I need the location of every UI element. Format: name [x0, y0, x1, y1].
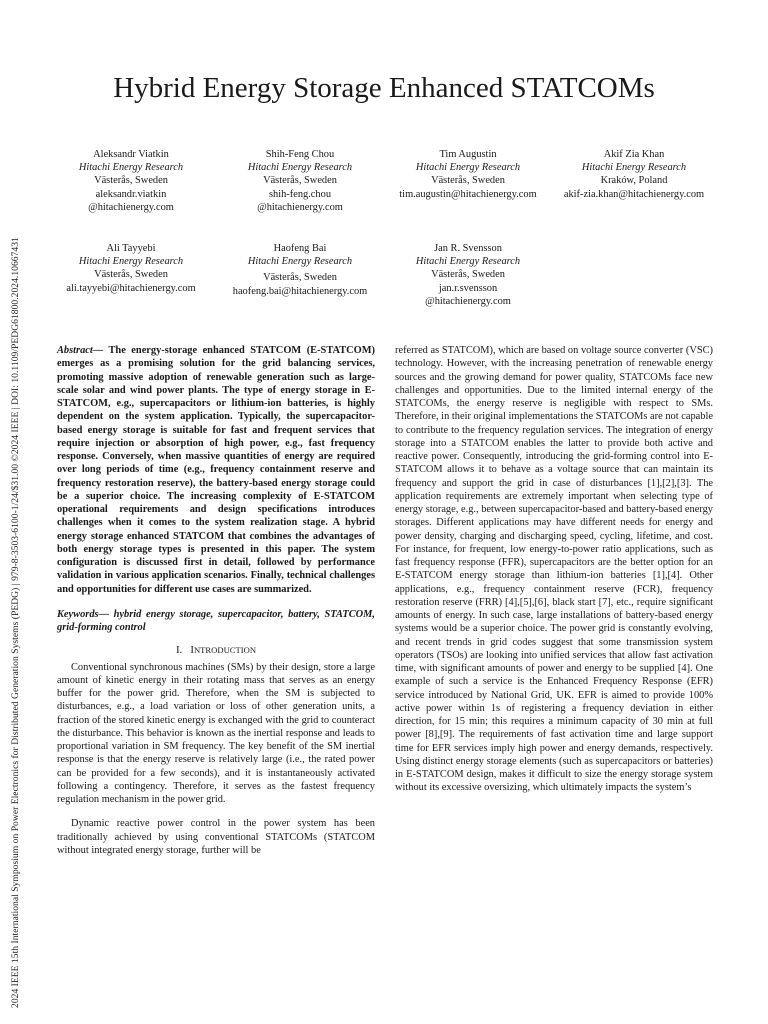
author-email: aleksandr.viatkin	[95, 188, 167, 200]
author-block	[378, 148, 558, 201]
author-location: Västerås, Sweden	[94, 269, 168, 281]
keywords-label: Keywords—	[57, 608, 109, 620]
author-location: Västerås, Sweden	[431, 269, 505, 281]
author-affiliation: Hitachi Energy Research	[247, 162, 353, 174]
author-location: Västerås, Sweden	[263, 272, 337, 284]
author-location: Västerås, Sweden	[94, 175, 168, 187]
author-name: Shih-Feng Chou	[265, 149, 335, 160]
author-affiliation: Hitachi Energy Research	[78, 162, 184, 174]
author-email: akif-zia.khan@hitachienergy.com	[563, 188, 705, 200]
author-affiliation: Hitachi Energy Research	[415, 256, 521, 268]
section-number: I.	[175, 644, 183, 657]
author-block	[378, 242, 558, 308]
author-affiliation: Hitachi Energy Research	[581, 162, 687, 174]
publication-info-sidebar: 2024 IEEE 15th International Symposium on Power Electronics for Distributed Generation Systems (PEDG) | 979-8-3503-6100-1/24/$31.00 ©2024 IEEE | DOI: 10.1109/PEDG61800.2024.10667431	[10, 237, 21, 1008]
author-email: @hitachienergy.com	[88, 201, 174, 213]
abstract	[57, 344, 375, 596]
author-affiliation: Hitachi Energy Research	[78, 256, 184, 268]
section-heading-introduction	[57, 644, 375, 657]
abstract-text: The energy-storage enhanced STATCOM (E-STATCOM) emerges as a promising solution for the grid balancing services, promoting massive adoption of renewable generation such as large-scale solar and wind power plants. The type of energy storage in E-STATCOM, e.g., supercapacitors or lithium-ion batteries, is highly dependent on the system application. Typically, the supercapacitor-based energy storage is suitable for fast and frequent services that require injection or absorption of high power, e.g., fast frequency response. Conversely, when massive quantities of energy are required over long periods of time (e.g., frequency containment reserve and frequency restoration reserve), the battery-based energy storage could be a superior choice. The increasing complexity of E-STATCOM operational requirements and design specifications introduces challenges when it comes to the system realization stage. A hybrid energy storage enhanced STATCOM that combines the advantages of both energy storage types is presented in this paper. The system configuration is discussed first in detail, followed by performance validation in various application scenarios. Finally, technical challenges and opportunities for different use cases are summarized.	[57, 345, 375, 595]
author-block	[544, 148, 724, 201]
author-location: Västerås, Sweden	[263, 175, 337, 187]
intro-paragraph: Conventional synchronous machines (SMs) by their design, store a large amount of kinetic energy in their rotating mass that serves as an energy buffer for the power grid. Therefore, when the SM is subjected to disturbances, e.g., a load variation or loss of other generation units, a fraction of the stored kinetic energy is exchanged with the grid to counteract the disturbance. This behavior is known as the inertial response and leads to proportional variation in SM frequency. The key benefit of the SM inertial response is that the energy reserve is relatively large (i.e., the rated power can be provided for a few seconds), and it is instantaneously activated following a contingency. Therefore, it serves as the fastest frequency regulation mechanism in the power grid.	[57, 661, 375, 805]
section-title-initial: I	[190, 644, 194, 657]
author-email: jan.r.svensson	[438, 282, 498, 294]
author-affiliation: Hitachi Energy Research	[415, 162, 521, 174]
author-block	[41, 242, 221, 295]
author-name: Tim Augustin	[439, 149, 497, 160]
author-block	[41, 148, 221, 214]
author-location: Västerås, Sweden	[431, 175, 505, 187]
keywords-text: hybrid energy storage, supercapacitor, battery, STATCOM, grid-forming control	[57, 608, 375, 633]
author-email: @hitachienergy.com	[425, 295, 511, 307]
author-name: Haofeng Bai	[273, 243, 327, 254]
intro-paragraph: Dynamic reactive power control in the power system has been traditionally achieved by using conventional STATCOMs (STATCOM without integrated energy storage, further will be	[57, 818, 375, 856]
right-column	[395, 344, 713, 795]
abstract-label: Abstract—	[57, 345, 104, 356]
author-email: haofeng.bai@hitachienergy.com	[232, 285, 368, 297]
body-paragraph: referred as STATCOM), which are based on voltage source converter (VSC) technology. However, with the increasing penetration of renewable energy sources and the growing demand for power quality, STATCOMs face new challenges and opportunities. Due to the limited internal energy of the STATCOMs, the energy reserve is negligible with respect to SMs. Therefore, in their original implementations the STATCOMs are not capable to contribute to the frequency regulation services. The integration of energy storage into a STATCOM enables the latter to provide both active and reactive power. Consequently, introducing the grid-forming control into E-STATCOM allows it to behave as a voltage source that can maintain its frequency and support the grid in case of disturbances [1],[2],[3]. The application requirements are extremely important when selecting type of energy storage, e.g., between supercapacitor-based and battery-based energy storages. Different applications may have different needs for energy and power density, charging and discharging speed, cycling, lifetime, and cost. For instance, for frequent, low energy-to-power ratio applications, such as fast frequency response (FFR), supercapacitors are the better option for an E-STATCOM energy storage than lithium-ion batteries [1],[4]. Other applications, e.g., frequency containment reserve (FCR), frequency restoration reserve (FRR) [4],[5],[6], black start [7], etc., require significant amounts of energy. In such case, large installations of battery-based energy systems would be a superior choice. The power grid is constantly evolving, and recent trends in grid codes suggest that some transmission system operators (TSOs) are looking into unified services that allow fast activation time, with significant amounts of power and energy to be supplied [4]. One example of such a service is the Enhanced Frequency Response (EFR) service introduced by National Grid, UK. EFR is aimed to provide 100% active power within 1s of registering a frequency deviation in either direction, for 15 min; this requires a minimum capacity of 30 min at full power [8],[9]. The requirements of fast activation time and large support time for EFR services imply high power and energy demands, respectively. Using distinct energy storage elements (such as supercapacitors or batteries) in E-STATCOM design, makes it difficult to size the energy storage system without its excessive oversizing, which ultimately impacts the system’s	[395, 345, 713, 794]
author-email: tim.augustin@hitachienergy.com	[399, 188, 537, 200]
author-name: Aleksandr Viatkin	[93, 149, 169, 160]
author-name: Jan R. Svensson	[434, 243, 502, 254]
author-email: shih-feng.chou	[268, 188, 332, 200]
author-block	[210, 242, 390, 298]
author-affiliation: Hitachi Energy Research	[247, 256, 353, 268]
paper-title: Hybrid Energy Storage Enhanced STATCOMs	[113, 72, 655, 104]
author-name: Akif Zia Khan	[603, 149, 665, 160]
section-title-rest: NTRODUCTION	[193, 645, 257, 656]
author-name: Ali Tayyebi	[106, 243, 156, 254]
author-block	[210, 148, 390, 214]
left-column	[57, 344, 375, 857]
author-location: Kraków, Poland	[600, 175, 668, 187]
author-email: ali.tayyebi@hitachienergy.com	[66, 282, 196, 294]
keywords	[57, 608, 375, 635]
author-email: @hitachienergy.com	[257, 201, 343, 213]
